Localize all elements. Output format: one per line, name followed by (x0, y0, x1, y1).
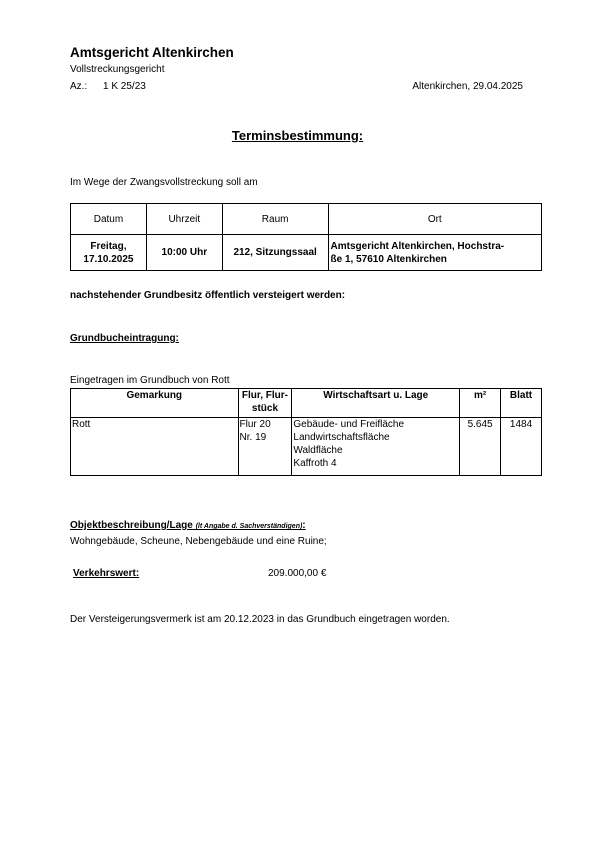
market-value: 209.000,00 € (268, 568, 327, 579)
case-number-label: Az.: (70, 81, 88, 92)
cell-art-line-2: Landwirtschaftsfläche (293, 432, 390, 443)
cell-flur-line-2: Nr. 19 (239, 432, 267, 443)
object-heading-note: (lt Angabe d. Sachverständigen) (195, 523, 303, 530)
cell-gemarkung: Rott (71, 418, 239, 476)
location-line-1: Amtsgericht Altenkirchen, Hochstra- (330, 240, 505, 252)
court-name: Amtsgericht Altenkirchen (70, 45, 234, 60)
cell-blatt: 1484 (501, 418, 542, 476)
object-description-heading (70, 520, 306, 532)
appointment-location (328, 235, 541, 271)
cell-wirtschaftsart (292, 418, 460, 476)
header-area: m² (460, 389, 501, 418)
header-ort: Ort (328, 204, 541, 235)
object-heading-colon: : (302, 520, 306, 531)
object-heading-text: Objektbeschreibung/Lage (70, 520, 193, 531)
header-gemarkung: Gemarkung (71, 389, 239, 418)
case-number: 1 K 25/23 (103, 81, 146, 92)
cell-art-line-4: Kaffroth 4 (293, 458, 337, 469)
land-register-header-row (71, 389, 542, 418)
appointment-room: 212, Sitzungssaal (222, 235, 328, 271)
auction-statement: nachstehender Grundbesitz öffentlich versteigert werden: (70, 290, 346, 301)
header-uhrzeit: Uhrzeit (146, 204, 222, 235)
header-blatt: Blatt (501, 389, 542, 418)
intro-text: Im Wege der Zwangsvollstreckung soll am (70, 177, 258, 188)
appointment-row (71, 235, 542, 271)
cell-art-line-1: Gebäude- und Freifläche (293, 419, 405, 430)
appointment-date-value: 17.10.2025 (83, 253, 134, 265)
header-flur (238, 389, 292, 418)
header-raum: Raum (222, 204, 328, 235)
object-description: Wohngebäude, Scheune, Nebengebäude und eine Ruine; (70, 536, 327, 547)
appointment-date (71, 235, 147, 271)
header-wirtschaftsart: Wirtschaftsart u. Lage (292, 389, 460, 418)
place-date: Altenkirchen, 29.04.2025 (412, 81, 523, 92)
appointment-table (70, 203, 542, 271)
land-register-intro: Eingetragen im Grundbuch von Rott (70, 375, 230, 386)
cell-flur (238, 418, 292, 476)
cell-area: 5.645 (460, 418, 501, 476)
header-flur-line-1: Flur, Flur- (241, 390, 289, 401)
cell-art-line-3: Waldfläche (293, 445, 343, 456)
appointment-header-row (71, 204, 542, 235)
header-flur-line-2: stück (251, 403, 279, 414)
appointment-time: 10:00 Uhr (146, 235, 222, 271)
court-department: Vollstreckungsgericht (70, 64, 165, 75)
land-register-row (71, 418, 542, 476)
appointment-weekday: Freitag, (90, 240, 127, 252)
cell-flur-line-1: Flur 20 (239, 419, 271, 430)
market-value-label: Verkehrswert: (73, 568, 140, 579)
land-register-table (70, 388, 542, 476)
document-title: Terminsbestimmung: (231, 128, 364, 143)
land-register-heading: Grundbucheintragung: (70, 333, 179, 344)
header-datum: Datum (71, 204, 147, 235)
location-line-2: ße 1, 57610 Altenkirchen (330, 253, 447, 265)
closing-statement: Der Versteigerungsvermerk ist am 20.12.2023 in das Grundbuch eingetragen worden. (70, 614, 450, 625)
